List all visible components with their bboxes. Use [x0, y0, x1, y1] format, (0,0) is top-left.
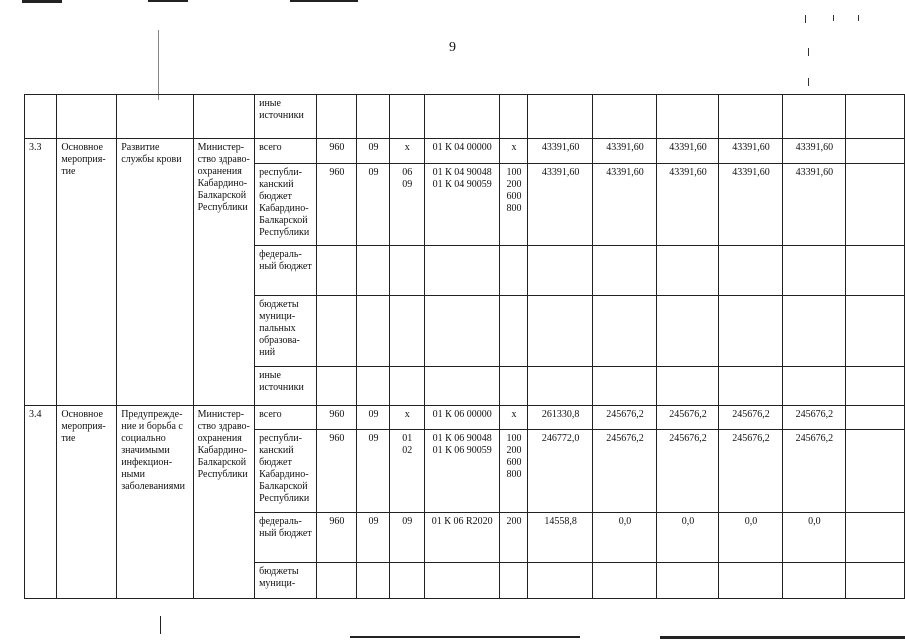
cell-code [316, 563, 357, 599]
cell-code [389, 246, 424, 296]
cell-value [846, 246, 905, 296]
cell-type: Основное мероприя-тие [57, 139, 117, 406]
table-row [25, 95, 905, 139]
cell-code: 200 [499, 513, 527, 563]
cell-code: 960 [316, 513, 357, 563]
cell-value [656, 296, 719, 367]
cell-code [357, 95, 390, 139]
scan-mark-bottom-left [160, 616, 161, 634]
cell-value: 0,0 [656, 513, 719, 563]
cell-code [424, 367, 499, 406]
cell-code: x [389, 139, 424, 164]
cell-code: x [389, 406, 424, 430]
cell-source: республи-канский бюджет Кабардино-Балкарской Республики [255, 430, 317, 513]
cell-value [719, 296, 782, 367]
cell-value [528, 563, 593, 599]
cell-code [357, 563, 390, 599]
cell-value: 245676,2 [782, 406, 845, 430]
cell-code: 01 К 04 90048 01 К 04 90059 [424, 164, 499, 246]
cell-value: 245676,2 [719, 430, 782, 513]
cell-name [117, 95, 193, 139]
cell-value [782, 563, 845, 599]
cell-code: 100 200 600 800 [499, 164, 527, 246]
budget-table [24, 94, 905, 599]
cell-code: 09 [357, 513, 390, 563]
cell-type: Основное мероприя-тие [57, 406, 117, 599]
cell-code [357, 246, 390, 296]
cell-code: 100 200 600 800 [499, 430, 527, 513]
cell-executor: Министер-ство здраво-охранения Кабардино-Балкарской Республики [193, 406, 255, 599]
cell-value: 43391,60 [782, 139, 845, 164]
cell-code: 09 [389, 513, 424, 563]
cell-name: Предупрежде-ние и борьба с социально значимыми инфекцион-ными заболеваниями [117, 406, 193, 599]
cell-code [357, 296, 390, 367]
cell-value [656, 95, 719, 139]
cell-source: иные источники [255, 367, 317, 406]
page-number: 9 [449, 40, 456, 55]
scan-mark-top-right [290, 0, 358, 2]
cell-value [846, 367, 905, 406]
cell-code: 960 [316, 139, 357, 164]
cell-code [499, 563, 527, 599]
cell-value: 0,0 [593, 513, 656, 563]
cell-code [389, 95, 424, 139]
cell-value: 43391,60 [719, 164, 782, 246]
cell-value: 245676,2 [656, 406, 719, 430]
cell-code [316, 246, 357, 296]
cell-code [499, 95, 527, 139]
cell-source: всего [255, 406, 317, 430]
cell-executor: Министер-ство здраво-охранения Кабардино-Балкарской Республики [193, 139, 255, 406]
scan-mark-bottom-right [660, 636, 905, 639]
cell-code: 09 [357, 139, 390, 164]
cell-source: бюджеты муници-пальных образова-ний [255, 296, 317, 367]
cell-source: бюджеты муници- [255, 563, 317, 599]
cell-value [593, 367, 656, 406]
cell-value: 246772,0 [528, 430, 593, 513]
cell-code: 960 [316, 406, 357, 430]
cell-code: 01 К 06 00000 [424, 406, 499, 430]
cell-value [782, 246, 845, 296]
cell-value [846, 296, 905, 367]
cell-code: 960 [316, 430, 357, 513]
table-row [25, 139, 905, 164]
cell-code [316, 296, 357, 367]
cell-code: 09 [357, 406, 390, 430]
cell-value [846, 164, 905, 246]
cell-value [846, 406, 905, 430]
cell-code [499, 367, 527, 406]
cell-number: 3.4 [25, 406, 57, 599]
cell-code [424, 296, 499, 367]
cell-value [782, 95, 845, 139]
cell-value [782, 367, 845, 406]
cell-number [25, 95, 57, 139]
cell-value: 14558,8 [528, 513, 593, 563]
cell-value: 43391,60 [719, 139, 782, 164]
cell-value [719, 95, 782, 139]
scan-mark-top-left [22, 0, 62, 3]
cell-code [424, 563, 499, 599]
cell-value [528, 296, 593, 367]
cell-source: республи-канский бюджет Кабардино-Балкарской Республики [255, 164, 317, 246]
cell-value [656, 246, 719, 296]
cell-code: 09 [357, 430, 390, 513]
cell-code: x [499, 406, 527, 430]
cell-code: 01 02 [389, 430, 424, 513]
cell-value: 245676,2 [656, 430, 719, 513]
cell-value [528, 367, 593, 406]
cell-value: 0,0 [782, 513, 845, 563]
cell-code [424, 246, 499, 296]
cell-value [719, 563, 782, 599]
cell-code [424, 95, 499, 139]
cell-code: 06 09 [389, 164, 424, 246]
cell-code: 01 К 06 R2020 [424, 513, 499, 563]
table-row [25, 406, 905, 430]
cell-value: 43391,60 [528, 164, 593, 246]
cell-value: 261330,8 [528, 406, 593, 430]
cell-source: федераль-ный бюджет [255, 513, 317, 563]
cell-value [846, 139, 905, 164]
cell-value [528, 246, 593, 296]
cell-executor [193, 95, 255, 139]
cell-value [846, 563, 905, 599]
cell-code [499, 246, 527, 296]
cell-value [593, 246, 656, 296]
cell-code: 01 К 06 90048 01 К 06 90059 [424, 430, 499, 513]
cell-code [499, 296, 527, 367]
cell-value: 43391,60 [593, 164, 656, 246]
cell-type [57, 95, 117, 139]
cell-value: 43391,60 [656, 164, 719, 246]
cell-value: 43391,60 [528, 139, 593, 164]
cell-value: 245676,2 [719, 406, 782, 430]
cell-value: 245676,2 [782, 430, 845, 513]
cell-name: Развитие службы крови [117, 139, 193, 406]
cell-value: 245676,2 [593, 430, 656, 513]
cell-source: всего [255, 139, 317, 164]
cell-value [593, 95, 656, 139]
cell-code: 01 К 04 00000 [424, 139, 499, 164]
cell-code: 09 [357, 164, 390, 246]
cell-source: федераль-ный бюджет [255, 246, 317, 296]
cell-value: 43391,60 [656, 139, 719, 164]
scan-mark-bottom [350, 636, 580, 638]
cell-value [846, 430, 905, 513]
scan-mark-top-mid [148, 0, 188, 2]
cell-value [782, 296, 845, 367]
cell-code: 960 [316, 164, 357, 246]
scan-fold-line [158, 30, 159, 100]
cell-value: 43391,60 [593, 139, 656, 164]
cell-value [719, 367, 782, 406]
cell-value [846, 513, 905, 563]
cell-code [389, 563, 424, 599]
cell-code: x [499, 139, 527, 164]
cell-code [389, 367, 424, 406]
cell-value [593, 563, 656, 599]
cell-code [316, 367, 357, 406]
cell-value [719, 246, 782, 296]
cell-number: 3.3 [25, 139, 57, 406]
cell-value [656, 563, 719, 599]
cell-code [389, 296, 424, 367]
cell-value: 0,0 [719, 513, 782, 563]
cell-value [593, 296, 656, 367]
cell-code [357, 367, 390, 406]
cell-value: 43391,60 [782, 164, 845, 246]
cell-value [846, 95, 905, 139]
cell-code [316, 95, 357, 139]
cell-value [656, 367, 719, 406]
cell-source: иные источники [255, 95, 317, 139]
cell-value: 245676,2 [593, 406, 656, 430]
cell-value [528, 95, 593, 139]
